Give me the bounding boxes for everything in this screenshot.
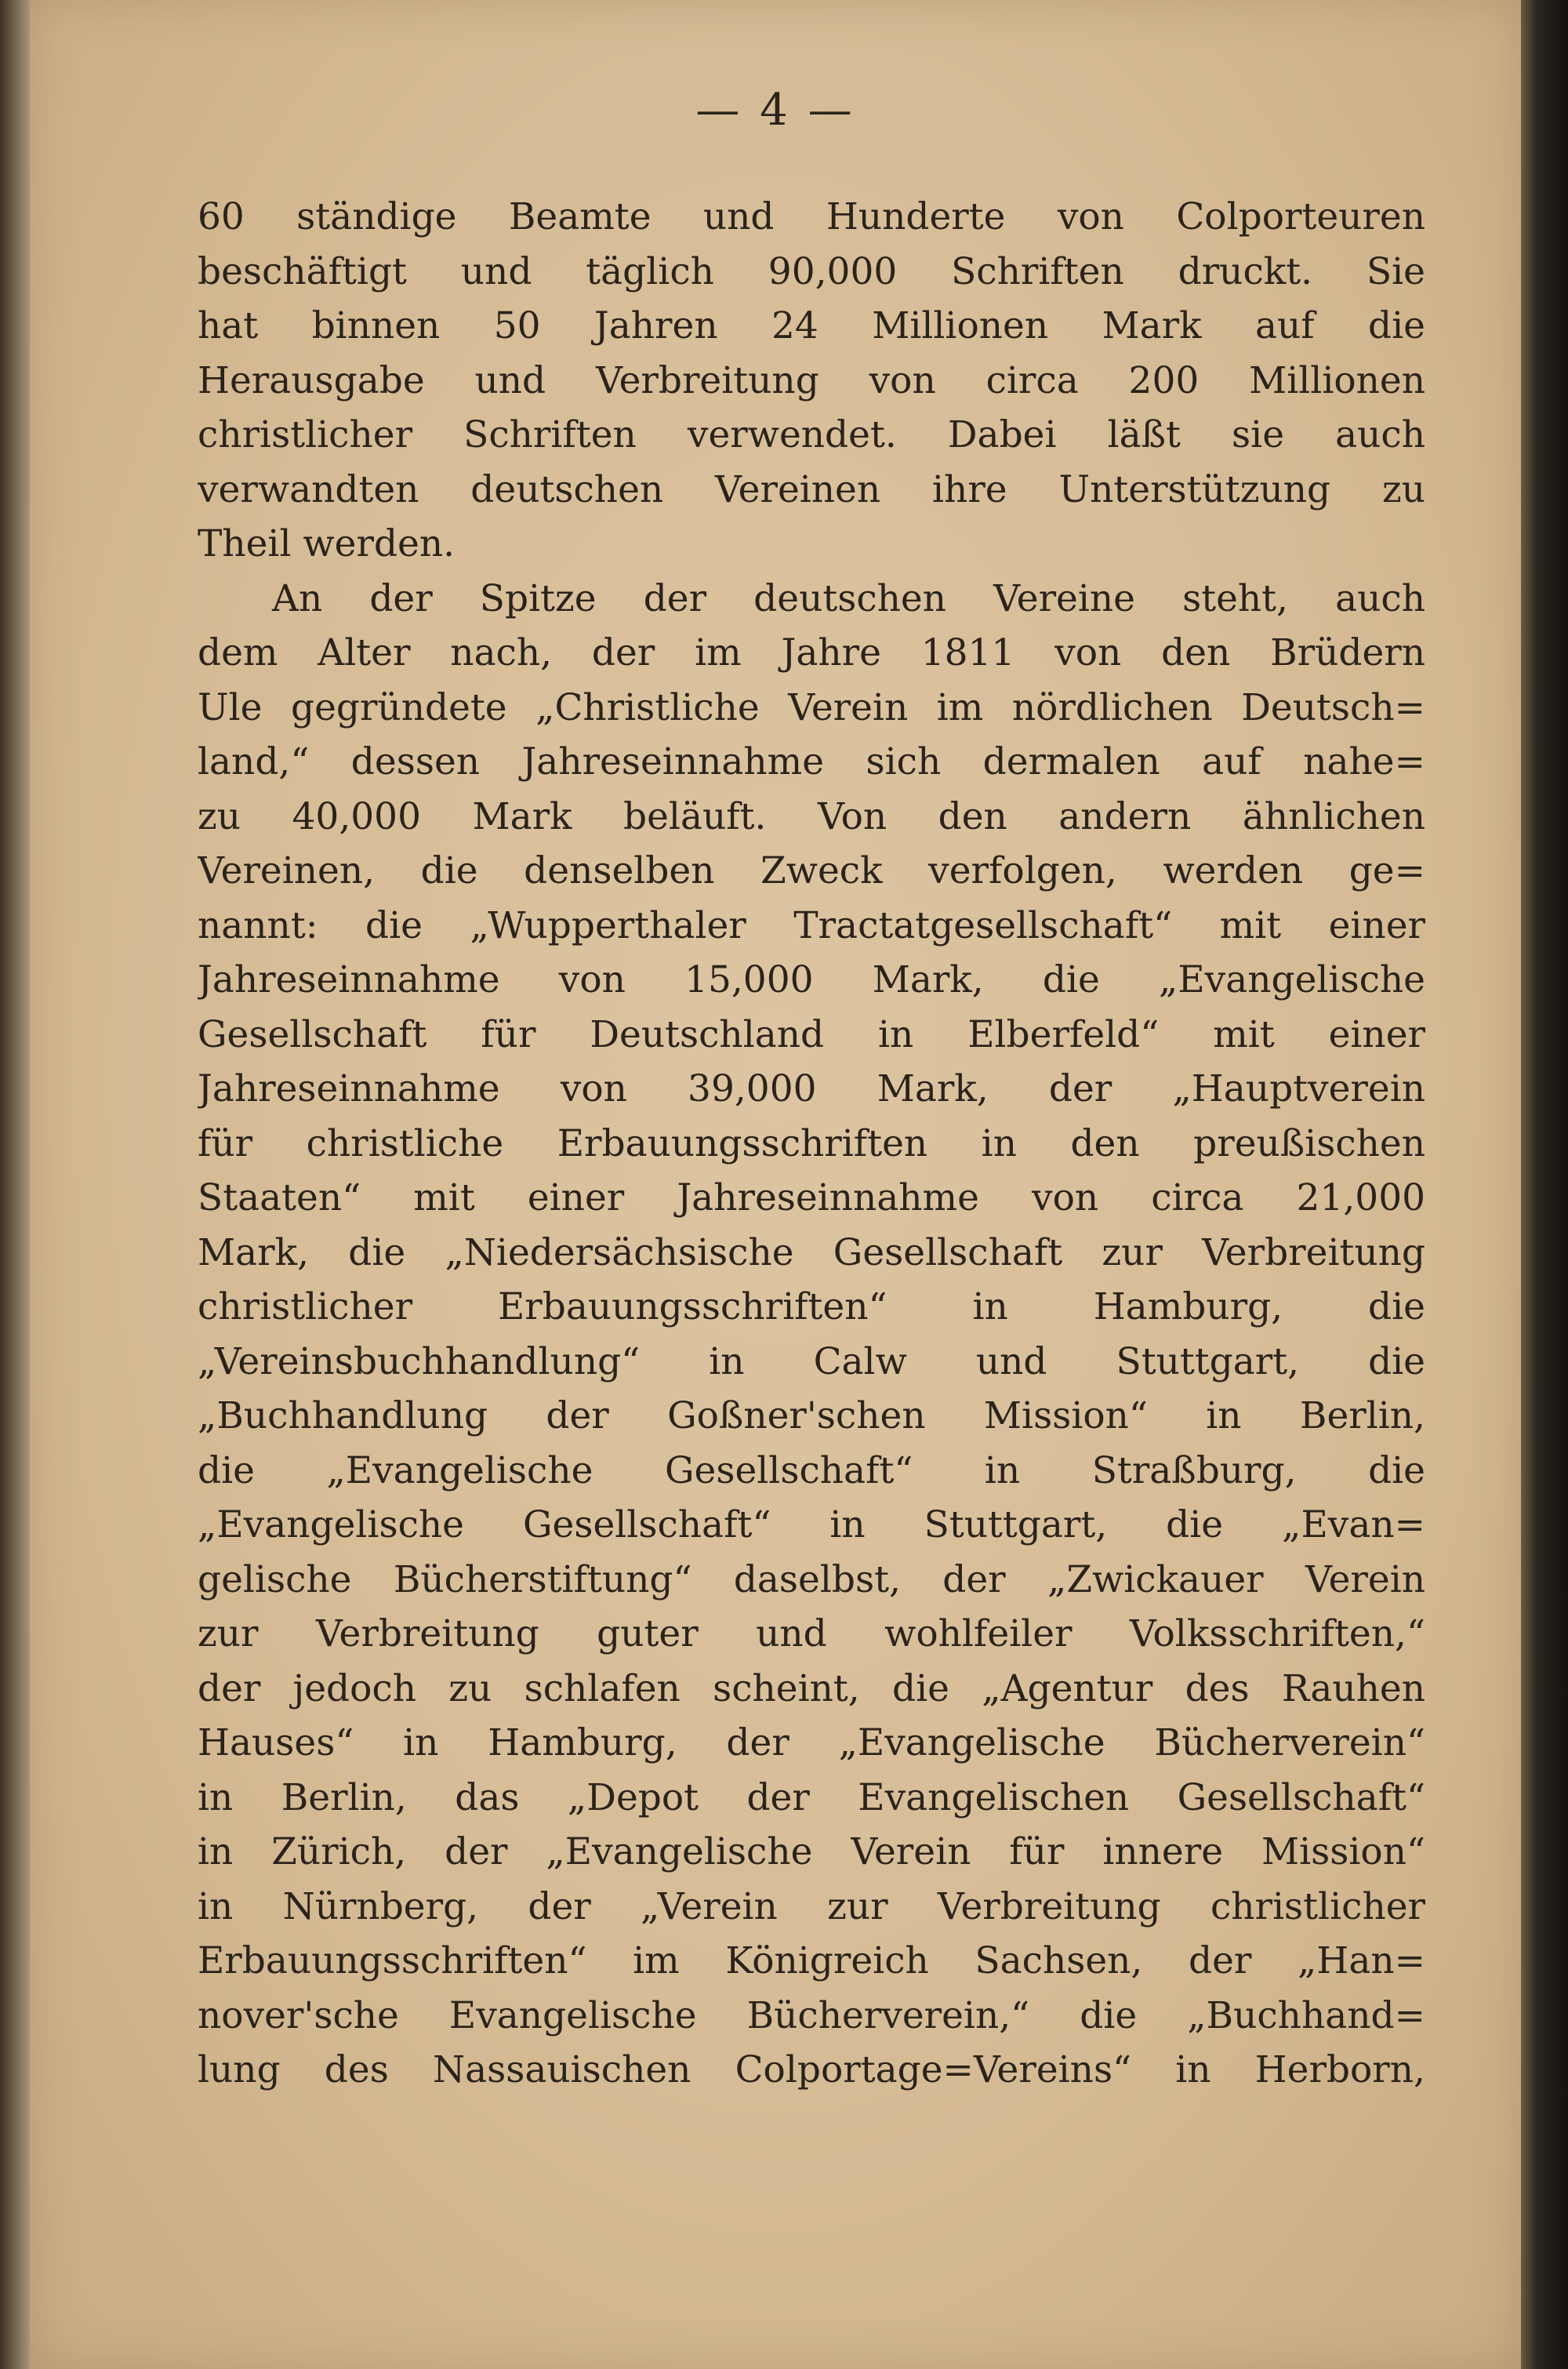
book-page <box>30 0 1521 2369</box>
text-line: hat binnen 50 Jahren 24 Millionen Mark auf die <box>198 304 1425 347</box>
page-number: — 4 — <box>695 85 855 136</box>
text-line: Theil werden. <box>198 522 456 565</box>
text-line: Ule gegründete „Christliche Verein im nördlichen Deutsch= <box>198 685 1425 729</box>
text-line: Hauses“ in Hamburg, der „Evangelische Bücherverein“ <box>198 1721 1425 1764</box>
text-line: christlicher Erbauungsschriften“ in Hamburg, die <box>198 1285 1425 1328</box>
text-line: in Zürich, der „Evangelische Verein für innere Mission“ <box>198 1830 1425 1873</box>
text-line: dem Alter nach, der im Jahre 1811 von den Brüdern <box>198 631 1425 674</box>
text-line: „Evangelische Gesellschaft“ in Stuttgart, die „Evan= <box>198 1503 1425 1546</box>
text-line: Staaten“ mit einer Jahreseinnahme von circa 21,000 <box>198 1176 1425 1219</box>
text-line: Vereinen, die denselben Zweck verfolgen, werden ge= <box>198 849 1425 892</box>
text-line: die „Evangelische Gesellschaft“ in Straßburg, die <box>198 1448 1425 1492</box>
text-line: An der Spitze der deutschen Vereine steht, auch <box>272 576 1425 620</box>
text-line: lung des Nassauischen Colportage=Vereins“ in Herborn, <box>198 2048 1425 2091</box>
text-line: nannt: die „Wupperthaler Tractatgesellschaft“ mit einer <box>198 903 1425 947</box>
text-line: Herausgabe und Verbreitung von circa 200 Millionen <box>198 358 1425 402</box>
text-line: in Berlin, das „Depot der Evangelischen Gesellschaft“ <box>198 1775 1425 1819</box>
text-line: Jahreseinnahme von 15,000 Mark, die „Evangelische <box>198 958 1425 1001</box>
text-line: „Vereinsbuchhandlung“ in Calw und Stuttgart, die <box>198 1339 1425 1383</box>
text-line: gelische Bücherstiftung“ daselbst, der „Zwickauer Verein <box>198 1557 1425 1601</box>
text-line: Gesellschaft für Deutschland in Elberfeld“ mit einer <box>198 1012 1425 1056</box>
text-line: zu 40,000 Mark beläuft. Von den andern ähnlichen <box>198 794 1425 838</box>
text-line: zur Verbreitung guter und wohlfeiler Volksschriften,“ <box>198 1612 1425 1655</box>
text-line: beschäftigt und täglich 90,000 Schriften druckt. Sie <box>198 249 1425 293</box>
text-line: verwandten deutschen Vereinen ihre Unterstützung zu <box>198 467 1425 511</box>
text-line: Jahreseinnahme von 39,000 Mark, der „Hauptverein <box>198 1067 1425 1110</box>
text-line: „Buchhandlung der Goßner'schen Mission“ in Berlin, <box>198 1394 1425 1437</box>
book-edge-left <box>0 0 30 2369</box>
book-edge-right <box>1521 0 1568 2369</box>
text-line: nover'sche Evangelische Bücherverein,“ die „Buchhand= <box>198 1993 1425 2037</box>
text-line: für christliche Erbauungsschriften in den preußischen <box>198 1121 1425 1165</box>
text-line: 60 ständige Beamte und Hunderte von Colporteuren <box>198 195 1425 238</box>
text-line: christlicher Schriften verwendet. Dabei läßt sie auch <box>198 413 1425 456</box>
text-line: Mark, die „Niedersächsische Gesellschaft zur Verbreitung <box>198 1230 1425 1274</box>
text-line: land,“ dessen Jahreseinnahme sich dermalen auf nahe= <box>198 740 1425 783</box>
text-line: der jedoch zu schlafen scheint, die „Agentur des Rauhen <box>198 1666 1425 1710</box>
text-line: Erbauungsschriften“ im Königreich Sachsen, der „Han= <box>198 1939 1425 1982</box>
text-line: in Nürnberg, der „Verein zur Verbreitung christlicher <box>198 1884 1425 1928</box>
body-text <box>198 190 1425 2098</box>
